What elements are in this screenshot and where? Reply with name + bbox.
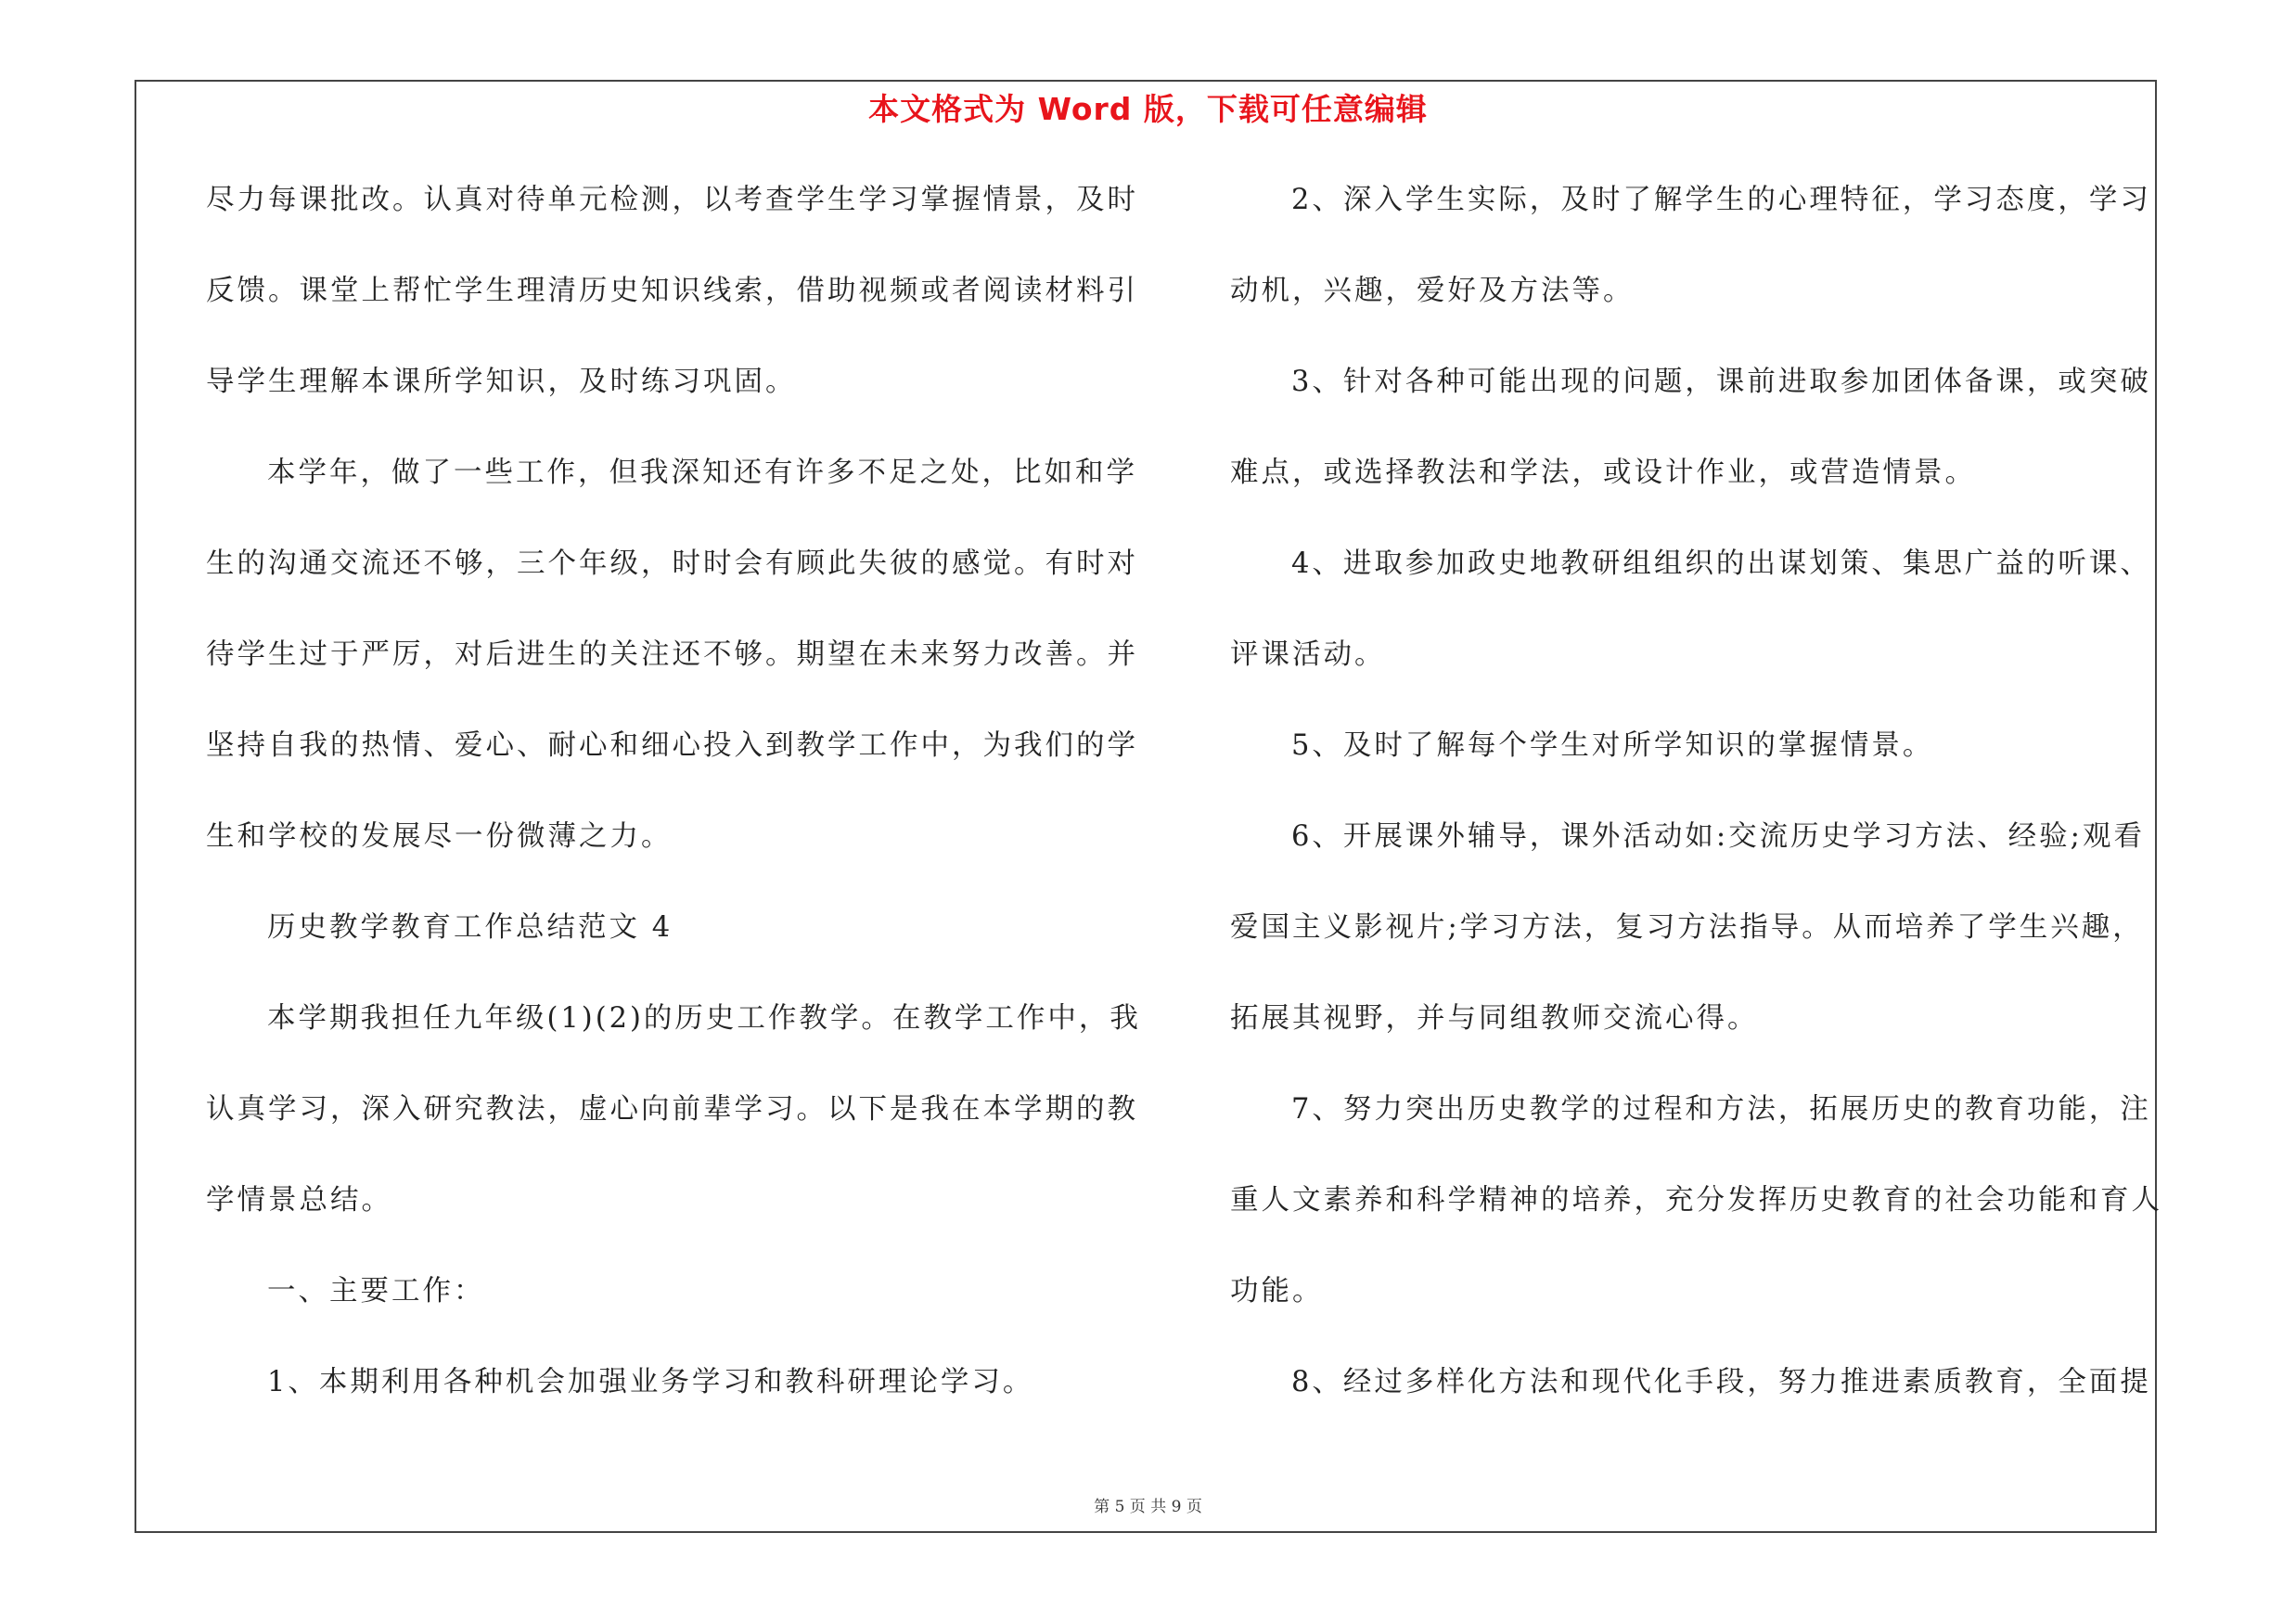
document-banner: 本文格式为 Word 版，下载可任意编辑 (868, 91, 1428, 127)
paragraph-line: 坚持自我的热情、爱心、耐心和细心投入到教学工作中，为我们的学 (206, 729, 1138, 762)
paragraph-line: 评课活动。 (1230, 638, 1386, 671)
paragraph-line: 待学生过于严厉，对后进生的关注还不够。期望在未来努力改善。并 (206, 638, 1138, 671)
paragraph-line: 重人文素养和科学精神的培养，充分发挥历史教育的社会功能和育人 (1230, 1184, 2162, 1217)
paragraph-line: 功能。 (1230, 1275, 1324, 1307)
page-number-footer: 第 5 页 共 9 页 (1094, 1498, 1202, 1516)
section-heading: 历史教学教育工作总结范文 4 (267, 911, 673, 944)
list-item: 6、开展课外辅导，课外活动如:交流历史学习方法、经验;观看 (1291, 820, 2145, 853)
paragraph-line: 生的沟通交流还不够，三个年级，时时会有顾此失彼的感觉。有时对 (206, 547, 1138, 580)
paragraph-line: 拓展其视野，并与同组教师交流心得。 (1230, 1002, 1759, 1035)
paragraph-line: 导学生理解本课所学知识，及时练习巩固。 (206, 366, 797, 398)
paragraph-line: 尽力每课批改。认真对待单元检测，以考查学生学习掌握情景，及时 (206, 184, 1138, 216)
list-item: 7、努力突出历史教学的过程和方法，拓展历史的教育功能，注 (1291, 1093, 2151, 1126)
list-item: 2、深入学生实际，及时了解学生的心理特征，学习态度，学习 (1291, 184, 2151, 216)
paragraph-line: 动机，兴趣，爱好及方法等。 (1230, 275, 1635, 307)
paragraph-line: 反馈。课堂上帮忙学生理清历史知识线索，借助视频或者阅读材料引 (206, 275, 1138, 307)
list-item: 4、进取参加政史地教研组组织的出谋划策、集思广益的听课、 (1291, 547, 2151, 580)
paragraph-line: 认真学习，深入研究教法，虚心向前辈学习。以下是我在本学期的教 (206, 1093, 1138, 1126)
list-item: 5、及时了解每个学生对所学知识的掌握情景。 (1291, 729, 1934, 762)
list-item: 1、本期利用各种机会加强业务学习和教科研理论学习。 (267, 1366, 1034, 1398)
paragraph-line: 难点，或选择教法和学法，或设计作业，或营造情景。 (1230, 457, 1976, 489)
paragraph-line: 爱国主义影视片;学习方法，复习方法指导。从而培养了学生兴趣， (1230, 911, 2144, 944)
paragraph-line: 本学期我担任九年级(1)(2)的历史工作教学。在教学工作中，我 (267, 1002, 1141, 1035)
paragraph-line: 本学年，做了一些工作，但我深知还有许多不足之处，比如和学 (267, 457, 1137, 489)
paragraph-line: 生和学校的发展尽一份微薄之力。 (206, 820, 673, 853)
list-item: 3、针对各种可能出现的问题，课前进取参加团体备课，或突破 (1291, 366, 2151, 398)
paragraph-line: 学情景总结。 (206, 1184, 392, 1217)
subsection-heading: 一、主要工作： (267, 1275, 485, 1307)
list-item: 8、经过多样化方法和现代化手段，努力推进素质教育，全面提 (1291, 1366, 2151, 1398)
